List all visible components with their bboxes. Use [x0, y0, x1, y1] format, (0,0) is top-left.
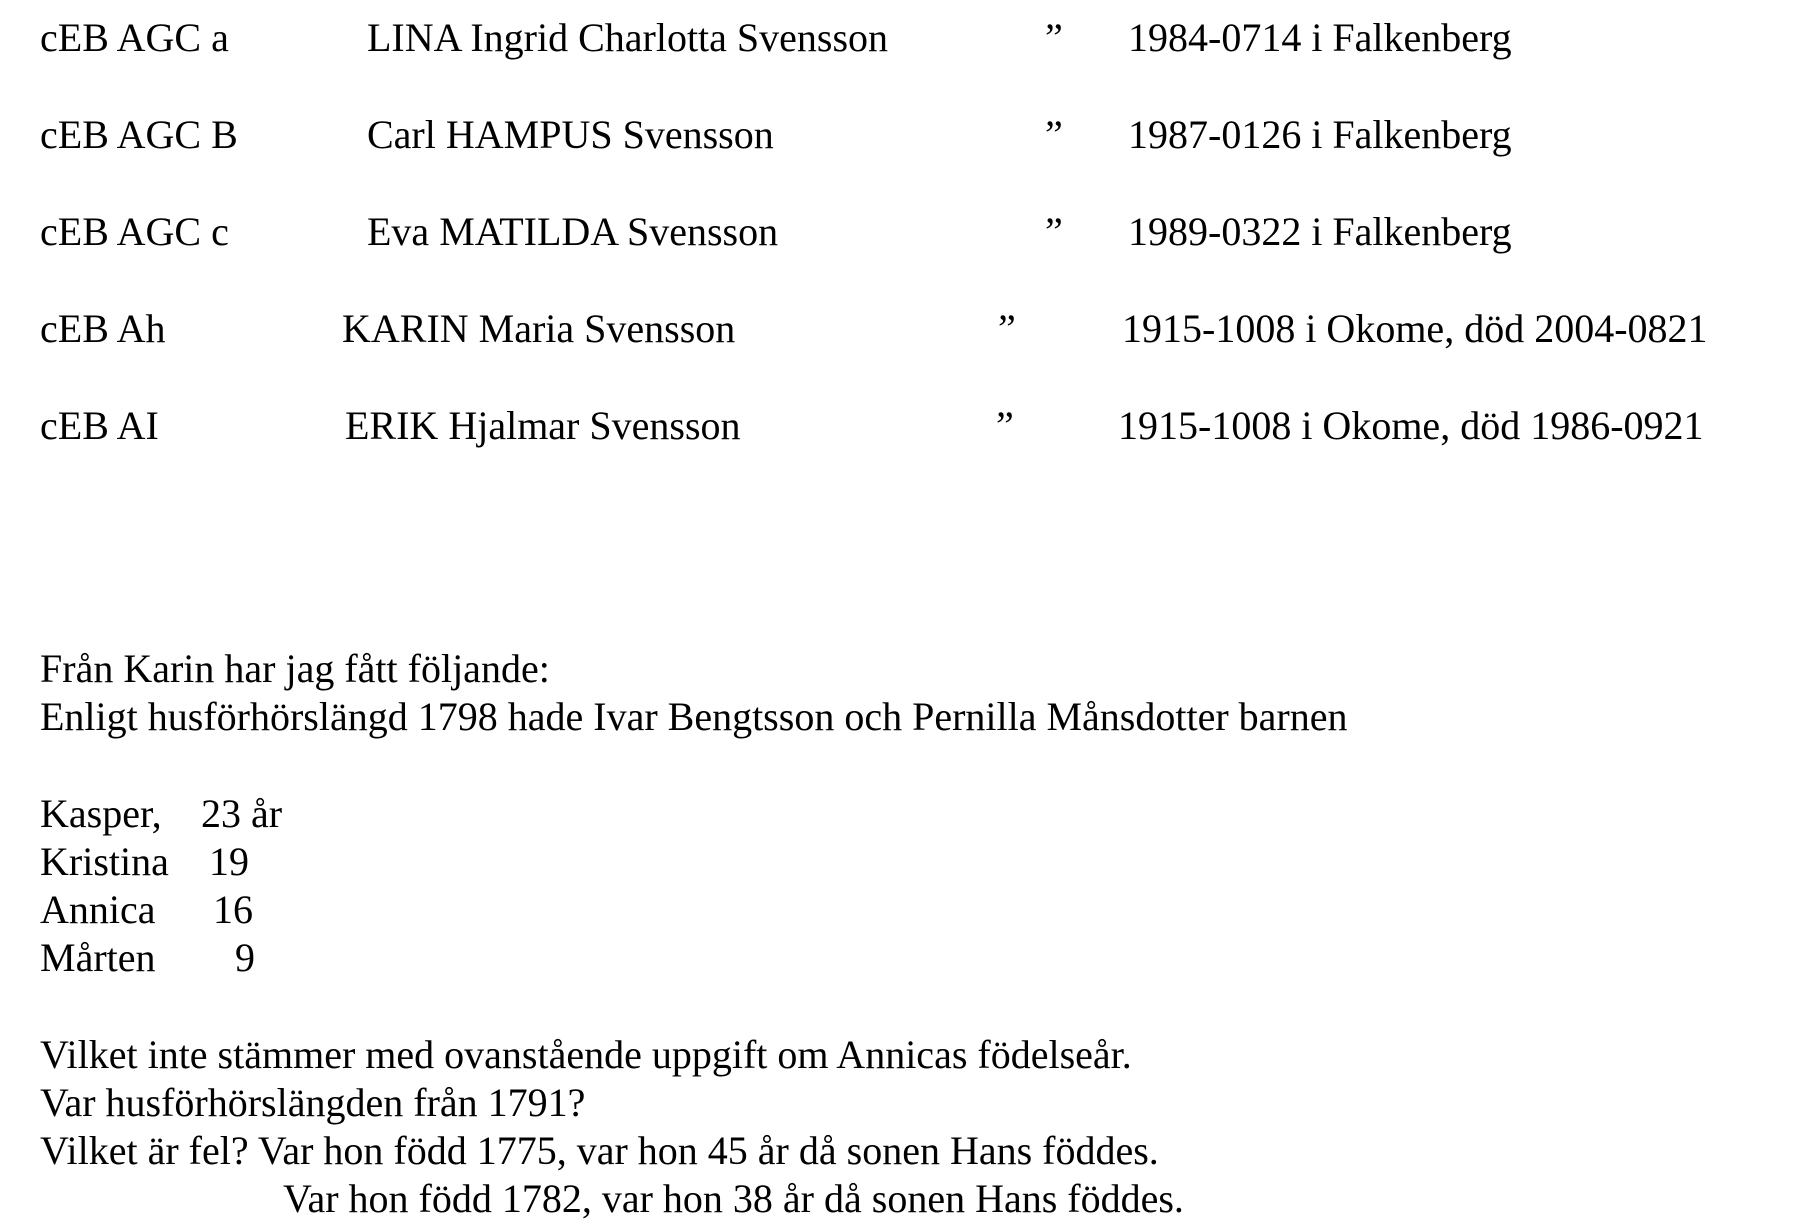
person-info: 1915-1008 i Okome, död 2004-0821 [1122, 306, 1708, 351]
ditto-mark: ” [1045, 209, 1063, 254]
note-line: Var hon född 1782, var hon 38 år då sonen Hans föddes. [283, 1176, 1184, 1221]
intro-line: Från Karin har jag fått följande: [40, 646, 550, 691]
person-code: cEB AGC B [40, 112, 238, 157]
person-info: 1915-1008 i Okome, död 1986-0921 [1118, 403, 1704, 448]
notes-paragraph [40, 1031, 1760, 1223]
person-name: Eva MATILDA Svensson [367, 209, 779, 254]
person-name: Carl HAMPUS Svensson [367, 112, 774, 157]
person-code: cEB Ah [40, 306, 166, 351]
note-line: Var husförhörslängden från 1791? [40, 1080, 586, 1125]
person-info: 1989-0322 i Falkenberg [1128, 209, 1512, 254]
person-name: KARIN Maria Svensson [342, 306, 736, 351]
list-item [40, 790, 1760, 838]
note-line: Vilket är fel? Var hon född 1775, var hon 45 år då sonen Hans föddes. [40, 1128, 1159, 1173]
person-info: 1987-0126 i Falkenberg [1128, 112, 1512, 157]
child-name: Kasper, [40, 791, 162, 836]
ditto-mark: ” [996, 403, 1014, 448]
person-code: cEB AGC c [40, 209, 229, 254]
child-name: Kristina [40, 839, 169, 884]
person-row [0, 402, 1800, 450]
list-item [40, 838, 1760, 886]
person-row [0, 111, 1800, 159]
person-code: cEB AI [40, 403, 159, 448]
intro-paragraph [40, 645, 1760, 741]
child-age: 9 [235, 935, 255, 980]
person-info: 1984-0714 i Falkenberg [1128, 15, 1512, 60]
person-name: ERIK Hjalmar Svensson [345, 403, 741, 448]
child-age: 19 [209, 839, 249, 884]
list-item [40, 934, 1760, 982]
child-age: 23 år [201, 791, 283, 836]
person-code: cEB AGC a [40, 15, 229, 60]
list-item [40, 886, 1760, 934]
person-row [0, 14, 1800, 62]
person-row [0, 208, 1800, 256]
child-age: 16 [213, 887, 253, 932]
intro-line: Enligt husförhörslängd 1798 hade Ivar Bengtsson och Pernilla Månsdotter barnen [40, 694, 1348, 739]
ditto-mark: ” [1045, 15, 1063, 60]
note-line: Vilket inte stämmer med ovanstående uppgift om Annicas födelseår. [40, 1032, 1132, 1077]
child-name: Annica [40, 887, 156, 932]
children-list [40, 790, 1760, 982]
person-name: LINA Ingrid Charlotta Svensson [367, 15, 889, 60]
ditto-mark: ” [998, 306, 1016, 351]
ditto-mark: ” [1045, 112, 1063, 157]
child-name: Mårten [40, 935, 156, 980]
person-row [0, 305, 1800, 353]
